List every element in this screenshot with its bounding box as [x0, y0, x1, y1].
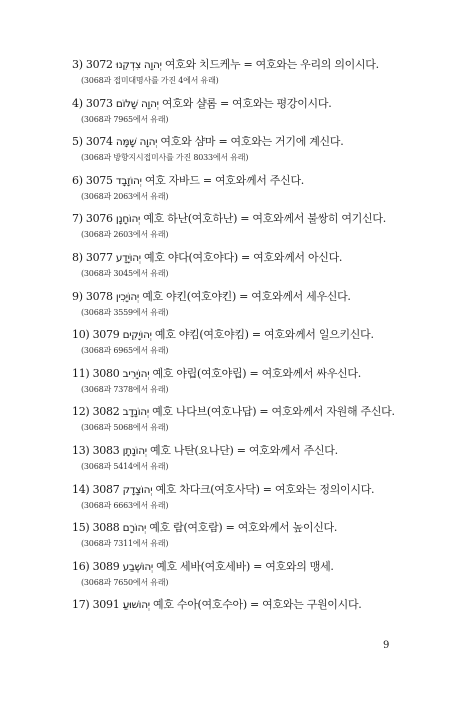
hebrew-word: יְהוֹצָדָק: [122, 483, 153, 496]
entry-main-line: [72, 328, 412, 342]
strong-number: 3083: [92, 443, 120, 457]
strong-number: 3074: [85, 135, 113, 149]
entry-origin-note: (3068과 접미대명사를 가진 4에서 유래): [81, 76, 219, 85]
strong-number: 3082: [92, 405, 120, 419]
entry-number: 16): [72, 559, 90, 573]
entry-meaning: 예호 야킨(여호야킨) = 여호와께서 세우신다.: [142, 289, 351, 303]
entry-meaning: 여호와 치드케누 = 여호와는 우리의 의이시다.: [164, 58, 379, 71]
list-item: [72, 290, 412, 329]
list-item: [72, 521, 412, 560]
entry-origin-note: (3068과 3559에서 유래): [81, 307, 169, 317]
hebrew-word: יְהוֹשׁוּעַ: [122, 599, 150, 612]
entry-origin-note: (3068과 5068에서 유래): [81, 423, 169, 433]
entry-meaning: 예호 람(여호람) = 여호와께서 높이신다.: [149, 521, 338, 535]
page-number: 9: [383, 640, 390, 651]
list-item: [72, 135, 412, 174]
strong-number: 3080: [92, 366, 120, 380]
list-item: [72, 405, 412, 444]
entry-origin-note: (3068과 2063에서 유래): [81, 191, 169, 201]
hebrew-word: יְהוֹזָבָד: [115, 174, 142, 187]
entry-main-line: [72, 444, 412, 458]
entry-main-line: [72, 58, 412, 72]
entry-main-line: [72, 367, 412, 381]
entry-meaning: 예호 세바(여호세바) = 여호와의 맹세.: [156, 559, 334, 573]
entry-number: 12): [72, 405, 90, 419]
hebrew-word: יְהוֹשֶׁבַע: [122, 560, 153, 573]
entry-number: 9): [72, 289, 83, 303]
entry-meaning: 예호 나탄(요나단) = 여호와께서 주신다.: [150, 443, 338, 457]
entry-main-line: [72, 251, 412, 265]
entry-origin-note: (3068과 7650에서 유래): [81, 577, 169, 587]
list-item: [72, 483, 412, 522]
list-item: [72, 444, 412, 483]
entry-number: 10): [72, 328, 90, 342]
entry-main-line: [72, 405, 412, 419]
entry-main-line: [72, 97, 412, 111]
entry-number: 17): [72, 598, 90, 612]
entry-meaning: 예호 야립(여호야립) = 여호와께서 싸우신다.: [152, 366, 361, 380]
entry-origin-note: (3068과 6663에서 유래): [81, 500, 169, 510]
entry-origin-note: (3068과 7965에서 유래): [81, 114, 169, 124]
strong-number: 3072: [85, 58, 113, 71]
strong-number: 3088: [92, 521, 120, 535]
entry-main-line: [72, 290, 412, 304]
entry-number: 6): [72, 173, 83, 187]
hebrew-word: יְהוָה צִדְקֵנוּ: [115, 59, 162, 71]
entry-origin-note: (3068과 3045에서 유래): [81, 268, 169, 278]
hebrew-word: יְהוֹיָכִין: [115, 290, 139, 303]
entry-list: [72, 58, 412, 637]
entry-main-line: [72, 174, 412, 188]
list-item: [72, 58, 412, 97]
entry-meaning: 예호 수아(여호수아) = 여호와는 구원이시다.: [153, 598, 362, 612]
entry-number: 7): [72, 212, 83, 226]
entry-meaning: 예호 하난(여호하난) = 여호와께서 불쌍히 여기신다.: [143, 212, 386, 226]
list-item: [72, 328, 412, 367]
list-item: [72, 367, 412, 406]
hebrew-word: יְהוֹיָרִיב: [122, 367, 150, 380]
entry-main-line: [72, 560, 412, 574]
entry-number: 14): [72, 482, 90, 496]
entry-origin-note: (3068과 2603에서 유래): [81, 230, 169, 240]
entry-meaning: 여호와 샬롬 = 여호와는 평강이시다.: [161, 96, 332, 110]
strong-number: 3073: [85, 96, 113, 110]
strong-number: 3089: [92, 559, 120, 573]
hebrew-word: יְהוֹחָנָן: [115, 213, 141, 226]
entry-origin-note: (3068과 7378에서 유래): [81, 384, 169, 394]
entry-main-line: [72, 212, 412, 226]
entry-number: 8): [72, 250, 83, 264]
hebrew-word: יְהוֹיָדָע: [115, 251, 141, 264]
entry-origin-note: (3068과 5414에서 유래): [81, 461, 169, 471]
entry-origin-note: (3068과 방향지시접미사를 가진 8033에서 유래): [81, 153, 249, 163]
strong-number: 3077: [85, 250, 113, 264]
entry-main-line: [72, 598, 412, 612]
strong-number: 3075: [85, 173, 113, 187]
entry-number: 3): [72, 58, 83, 71]
entry-origin-note: (3068과 6965에서 유래): [81, 346, 169, 356]
hebrew-word: יְהוָה שָׁלוֹם: [115, 97, 159, 110]
entry-main-line: [72, 135, 412, 149]
list-item: [72, 174, 412, 213]
list-item: [72, 598, 412, 637]
entry-number: 13): [72, 443, 90, 457]
entry-origin-note: (3068과 7311에서 유래): [81, 539, 169, 549]
entry-number: 15): [72, 521, 90, 535]
hebrew-word: יְהוֹנָדָב: [122, 406, 149, 419]
hebrew-word: יְהוֹרָם: [122, 522, 147, 535]
strong-number: 3076: [85, 212, 113, 226]
strong-number: 3087: [92, 482, 120, 496]
hebrew-word: יְהוֹיָקִים: [122, 329, 152, 342]
entry-number: 11): [72, 366, 90, 380]
entry-meaning: 예호 야킴(여호야킴) = 여호와께서 일으키신다.: [154, 328, 374, 342]
strong-number: 3078: [85, 289, 113, 303]
entry-meaning: 여호 자바드 = 여호와께서 주신다.: [144, 173, 304, 187]
entry-meaning: 예호 야다(여호야다) = 여호와께서 아신다.: [144, 250, 343, 264]
entry-number: 5): [72, 135, 83, 149]
entry-main-line: [72, 521, 412, 535]
entry-main-line: [72, 483, 412, 497]
strong-number: 3091: [92, 598, 120, 612]
list-item: [72, 560, 412, 599]
hebrew-word: יְהוָה שָׁמָּה: [115, 136, 158, 149]
entry-meaning: 예호 차다크(여호사닥) = 여호와는 정의이시다.: [155, 482, 375, 496]
entry-number: 4): [72, 96, 83, 110]
entry-meaning: 여호와 샴마 = 여호와는 거기에 계신다.: [160, 135, 344, 149]
strong-number: 3079: [92, 328, 120, 342]
list-item: [72, 251, 412, 290]
hebrew-word: יְהוֹנָתָן: [122, 444, 147, 457]
list-item: [72, 97, 412, 136]
list-item: [72, 212, 412, 251]
entry-meaning: 예호 나다브(여호나답) = 여호와께서 자원해 주신다.: [152, 405, 395, 419]
